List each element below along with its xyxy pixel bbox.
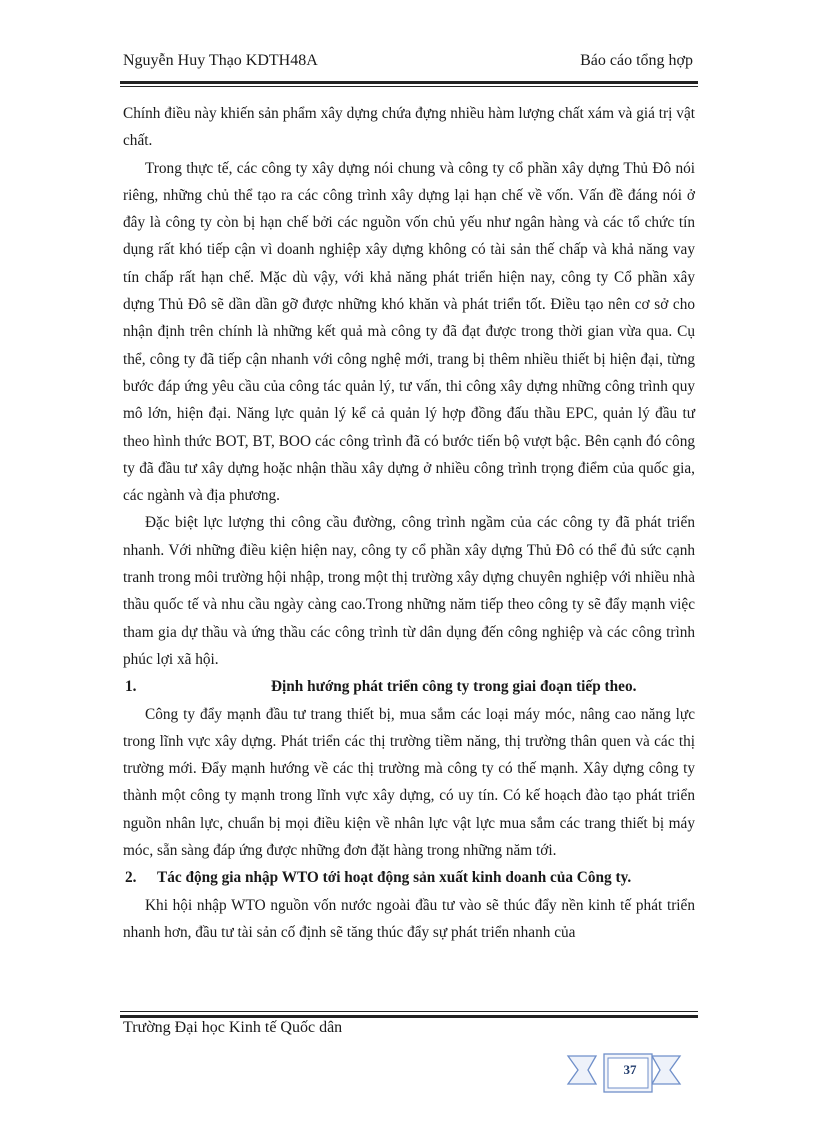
section-title-1: Định hướng phát triển công ty trong giai đoạn tiếp theo. [271, 678, 637, 696]
footer-rule-thick [120, 1015, 698, 1018]
paragraph-continuation: Chính điều này khiến sản phẩm xây dựng chứa đựng nhiều hàm lượng chất xám và giá trị vật chất. [123, 105, 695, 150]
paragraph-section-2: Khi hội nhập WTO nguồn vốn nước ngoài đầu tư vào sẽ thúc đẩy nền kinh tế phát triển nhanh hơn, đầu tư tài sản cố định sẽ tăng thúc đẩy sự phát triển nhanh của [123, 896, 695, 941]
header-rule-thick [120, 81, 698, 84]
paragraph-construction-force: Đặc biệt lực lượng thi công cầu đường, công trình ngầm của các công ty đã phát triển nhanh. Với những điều kiện hiện nay, công ty cổ phần xây dựng Thủ Đô có thể đủ sức cạnh tranh trong môi trường hội nhập, trong một thị trường xây dựng chuyên nghiệp với nhiều nhà thầu quốc tế và nhu cầu ngày càng cao.Trong những năm tiếp theo công ty sẽ đẩy mạnh việc tham gia dự thầu và ứng thầu các công trình từ dân dụng đến công nghiệp và các công trình phúc lợi xã hội. [123, 514, 695, 668]
section-title-2: Tác động gia nhập WTO tới hoạt động sản xuất kinh doanh của Công ty. [157, 869, 632, 887]
header-author: Nguyễn Huy Thạo KDTH48A [123, 52, 318, 69]
page-number: 37 [623, 1062, 637, 1077]
section-number-2: 2. [125, 869, 137, 887]
document-body [123, 100, 695, 946]
footer-university: Trường Đại học Kinh tế Quốc dân [123, 1019, 343, 1036]
header-report-title: Báo cáo tổng hợp [580, 52, 693, 69]
paragraph-section-1: Công ty đẩy mạnh đầu tư trang thiết bị, mua sắm các loại máy móc, nâng cao năng lực trong lĩnh vực xây dựng. Phát triển các thị trường tiềm năng, thị trường thân quen và các thị trường mới. Đẩy mạnh hướng về các thị trường mà công ty có thế mạnh. Xây dựng công ty thành một công ty mạnh trong lĩnh vực xây dựng, có uy tín. Có kế hoạch đào tạo phát triển nguồn nhân lực, chuẩn bị mọi điều kiện về nhân lực vật lực mua sắm các trang thiết bị máy móc, sẵn sàng đáp ứng được những đơn đặt hàng trong những năm tới. [123, 705, 695, 860]
footer-rule-thin [120, 1011, 698, 1012]
header-rule-thin [120, 86, 698, 87]
page-header [123, 52, 693, 76]
section-heading-1 [123, 673, 695, 700]
page-number-badge [566, 1050, 682, 1100]
section-heading-2 [123, 864, 695, 891]
paragraph-capital: Trong thực tế, các công ty xây dựng nói chung và công ty cổ phần xây dựng Thủ Đô nói riêng, những chủ thể tạo ra các công trình xây dựng lại hạn chế về vốn. Vấn đề đáng nói ở đây là công ty còn bị hạn chế bởi các nguồn vốn chủ yếu như ngân hàng và các tổ chức tín dụng rất khó tiếp cận vì doanh nghiệp xây dựng không có tài sản thế chấp và khả năng vay tín chấp rất hạn chế. Mặc dù vậy, với khả năng phát triển hiện nay, công ty Cổ phần xây dựng Thủ Đô sẽ dần dần gỡ được những khó khăn và phát triển tốt. Điều tạo nên cơ sở cho nhận định trên chính là những kết quả mà công ty đã đạt được trong thời gian vừa qua. Cụ thể, công ty đã tiếp cận nhanh với công nghệ mới, trang bị thêm nhiều thiết bị hiện đại, từng bước đáp ứng yêu cầu của công tác quản lý, tư vấn, thi công xây dựng những công trình quy mô lớn, hiện đại. Năng lực quản lý kể cả quản lý hợp đồng đấu thầu EPC, quản lý đầu tư theo hình thức BOT, BT, BOO các công trình đã có bước tiến bộ vượt bậc. Bên cạnh đó công ty đã đầu tư xây dựng hoặc nhận thầu xây dựng ở nhiều công trình trọng điểm của quốc gia, các ngành và địa phương. [123, 159, 695, 505]
section-number-1: 1. [125, 678, 137, 696]
